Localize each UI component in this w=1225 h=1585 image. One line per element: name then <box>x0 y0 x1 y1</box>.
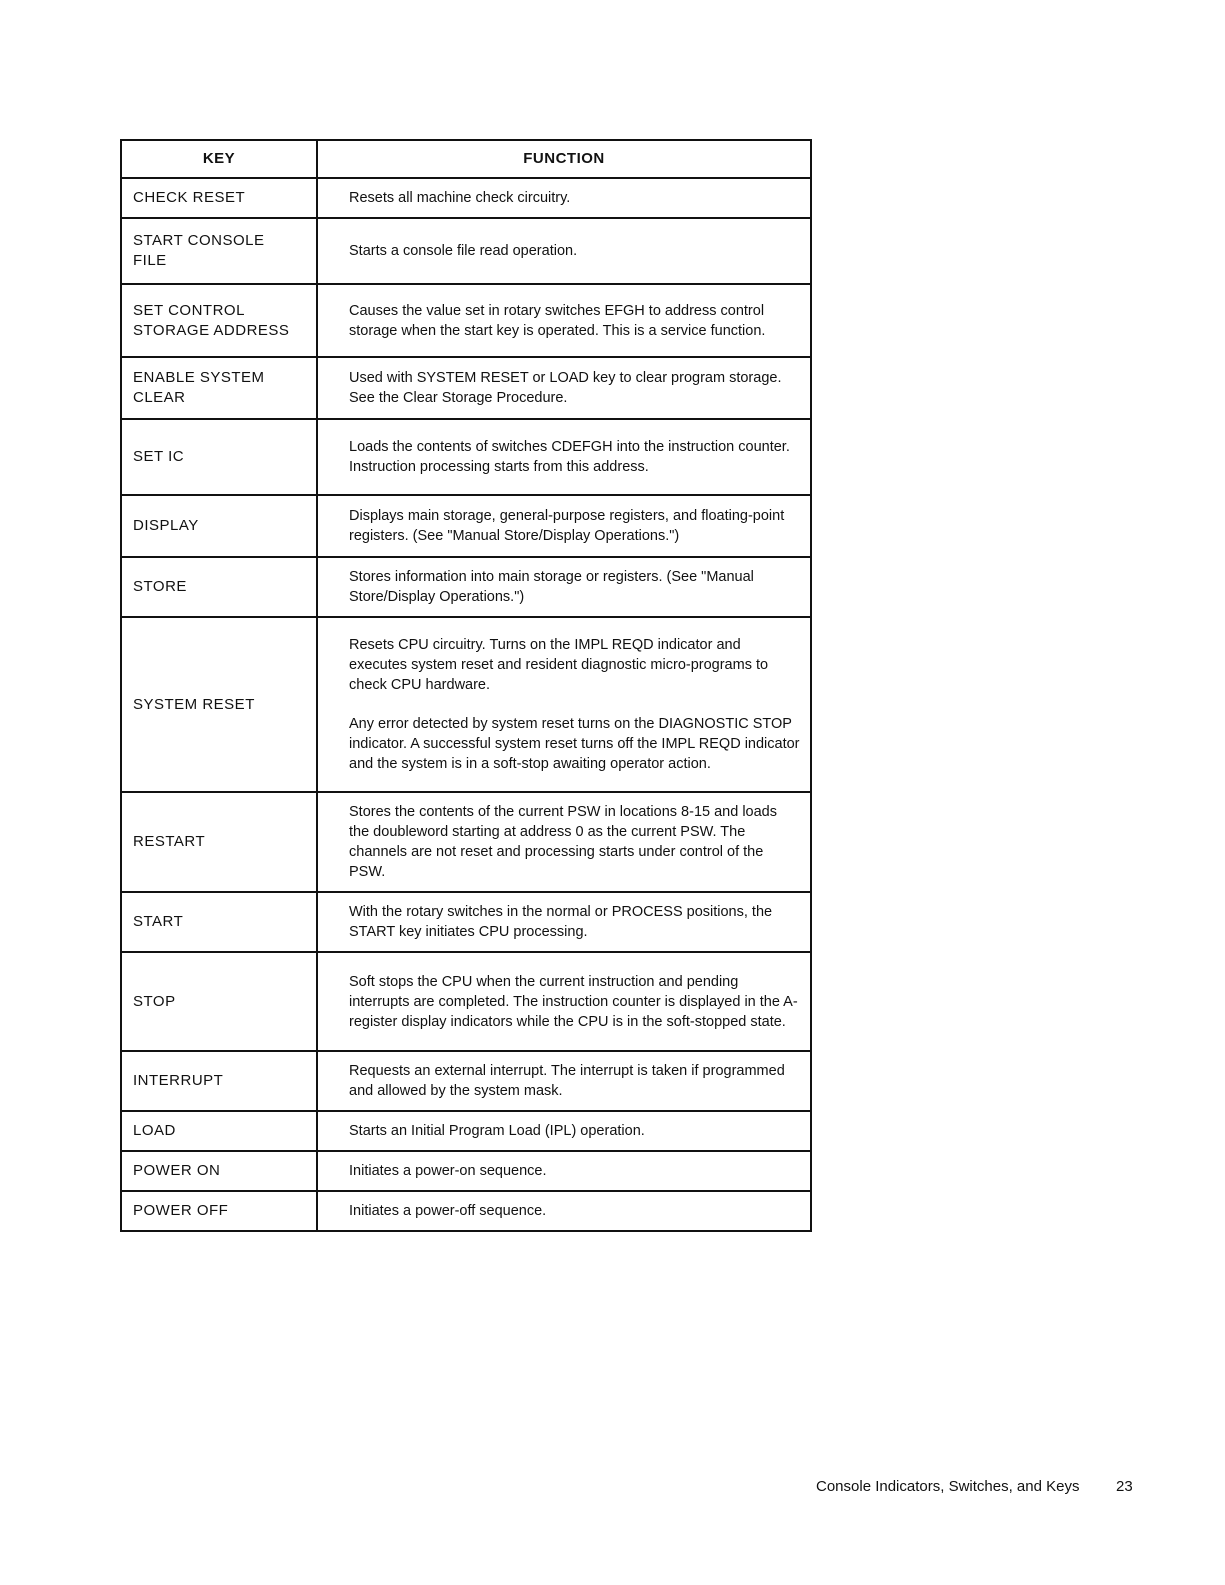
table-row <box>121 178 811 218</box>
function-text: Starts an Initial Program Load (IPL) operation. <box>349 1123 645 1139</box>
function-text: With the rotary switches in the normal or PROCESS positions, the START key initiates CPU processing. <box>349 904 773 940</box>
key-cell: DISPLAY <box>121 495 317 557</box>
table-row <box>121 892 811 952</box>
table-row <box>121 1151 811 1191</box>
key-cell: SET IC <box>121 419 317 495</box>
function-text: Starts a console file read operation. <box>349 243 578 259</box>
function-cell <box>317 792 811 892</box>
key-column-header: KEY <box>121 140 317 178</box>
function-cell <box>317 892 811 952</box>
function-cell <box>317 557 811 617</box>
key-cell: SET CONTROL STORAGE ADDRESS <box>121 284 317 357</box>
function-text: Loads the contents of switches CDEFGH into the instruction counter. Instruction processing starts from this address. <box>349 439 790 475</box>
function-text: Stores information into main storage or registers. (See "Manual Store/Display Operations.") <box>349 569 754 605</box>
function-cell <box>317 178 811 218</box>
key-cell: INTERRUPT <box>121 1051 317 1111</box>
key-cell: CHECK RESET <box>121 178 317 218</box>
key-cell: STORE <box>121 557 317 617</box>
table-header-row <box>121 140 811 178</box>
function-text: Stores the contents of the current PSW in locations 8-15 and loads the doubleword starting at address 0 as the current PSW. The channels are not reset and processing starts under control of the PSW. <box>349 804 777 880</box>
function-column-header: FUNCTION <box>317 140 811 178</box>
table-row <box>121 357 811 419</box>
function-cell <box>317 284 811 357</box>
table-row <box>121 1051 811 1111</box>
key-cell: POWER OFF <box>121 1191 317 1231</box>
page-footer <box>816 1478 1136 1495</box>
table-row <box>121 617 811 792</box>
table-row <box>121 557 811 617</box>
table-row <box>121 1111 811 1151</box>
key-cell: START <box>121 892 317 952</box>
function-cell <box>317 495 811 557</box>
function-text: Initiates a power-on sequence. <box>349 1163 547 1179</box>
function-cell <box>317 617 811 792</box>
function-cell <box>317 952 811 1051</box>
table-row <box>121 495 811 557</box>
function-cell <box>317 1111 811 1151</box>
table-row <box>121 1191 811 1231</box>
key-cell: ENABLE SYSTEM CLEAR <box>121 357 317 419</box>
function-cell <box>317 1191 811 1231</box>
table-row <box>121 792 811 892</box>
function-cell <box>317 1051 811 1111</box>
function-text: Resets CPU circuitry. Turns on the IMPL REQD indicator and executes system reset and resident diagnostic micro-programs to check CPU hardware. <box>349 637 769 693</box>
table-row <box>121 218 811 284</box>
key-cell: LOAD <box>121 1111 317 1151</box>
key-cell: SYSTEM RESET <box>121 617 317 792</box>
function-cell <box>317 218 811 284</box>
table-row <box>121 952 811 1051</box>
page-number: 23 <box>1116 1478 1133 1495</box>
footer-section-title: Console Indicators, Switches, and Keys <box>816 1478 1080 1495</box>
function-cell <box>317 419 811 495</box>
function-text: Resets all machine check circuitry. <box>349 190 571 206</box>
key-cell: STOP <box>121 952 317 1051</box>
function-text: Used with SYSTEM RESET or LOAD key to clear program storage. See the Clear Storage Procedure. <box>349 370 782 406</box>
key-cell: RESTART <box>121 792 317 892</box>
table-row <box>121 284 811 357</box>
function-cell <box>317 1151 811 1191</box>
console-keys-table <box>120 139 812 1232</box>
function-text: Requests an external interrupt. The interrupt is taken if programmed and allowed by the system mask. <box>349 1063 785 1099</box>
function-text: Causes the value set in rotary switches EFGH to address control storage when the start key is operated. This is a service function. <box>349 302 766 339</box>
function-text: Soft stops the CPU when the current instruction and pending interrupts are completed. The instruction counter is displayed in the A-register display indicators while the CPU is in the soft-stopped state. <box>349 973 798 1030</box>
key-cell: START CONSOLE FILE <box>121 218 317 284</box>
function-text: Initiates a power-off sequence. <box>349 1203 547 1219</box>
key-cell: POWER ON <box>121 1151 317 1191</box>
function-text: Displays main storage, general-purpose registers, and floating-point registers. (See "Manual Store/Display Operations.") <box>349 508 785 544</box>
function-cell <box>317 357 811 419</box>
table-row <box>121 419 811 495</box>
function-text: Any error detected by system reset turns on the DIAGNOSTIC STOP indicator. A successful system reset turns off the IMPL REQD indicator and the system is in a soft-stop awaiting operator action. <box>349 716 800 772</box>
table-body <box>121 178 811 1231</box>
